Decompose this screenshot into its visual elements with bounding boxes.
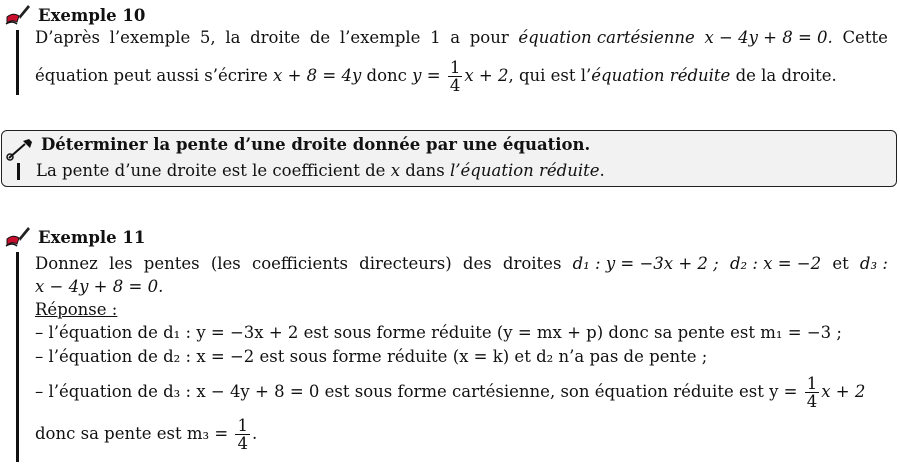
book-quill-icon	[4, 3, 32, 27]
reponse-line-2: – l’équation de d₂ : x = −2 est sous forme réduite (x = k) et d₂ n’a pas de pente ;	[35, 347, 708, 366]
fraction-one-quarter: $\frac{1}{4}$	[449, 58, 461, 95]
method-title: Déterminer la pente d’une droite donnée par une équation.	[41, 135, 591, 154]
fraction-one-quarter: $\frac{1}{4}$	[806, 374, 818, 411]
example-11-question-line-2: x − 4y + 8 = 0.	[35, 277, 164, 296]
fraction-one-quarter: $\frac{1}{4}$	[237, 416, 248, 453]
reponse-line-3: – l’équation de d₃ : x − 4y + 8 = 0 est sous forme cartésienne, son équation réduite est y = $\frac{1}{4}$ x + 2	[35, 374, 866, 411]
example-10-bar	[16, 30, 19, 95]
example-10-header	[4, 2, 145, 28]
method-bar	[17, 163, 20, 180]
wrench-icon	[5, 136, 35, 162]
example-11-title: Exemple 11	[38, 227, 146, 247]
example-11-bar	[16, 252, 19, 462]
example-10-title: Exemple 10	[38, 5, 146, 25]
example-11-question-line-1: Donnez les pentes (les coefficients directeurs) des droites d₁ : y = −3x + 2 ; d₂ : x = −2 et d₃ :	[35, 254, 888, 273]
example-10-line-2: équation peut aussi s’écrire x + 8 = 4y donc y = $\frac{1}{4}$ x + 2, qui est l’équation réduite de la droite.	[35, 58, 837, 95]
example-11-header	[4, 224, 145, 250]
method-text: La pente d’une droite est le coefficient de x dans l’équation réduite.	[36, 161, 605, 180]
book-quill-icon	[4, 225, 32, 249]
method-box	[1, 130, 897, 187]
example-10-line-1: D’après l’exemple 5, la droite de l’exemple 1 a pour équation cartésienne x − 4y + 8 = 0. Cette	[35, 28, 888, 47]
reponse-line-1: – l’équation de d₁ : y = −3x + 2 est sous forme réduite (y = mx + p) donc sa pente est m₁ = −3 ;	[35, 323, 842, 342]
reponse-label: Réponse :	[35, 300, 118, 319]
reponse-line-4: donc sa pente est m₃ = $\frac{1}{4}$ .	[35, 416, 258, 453]
